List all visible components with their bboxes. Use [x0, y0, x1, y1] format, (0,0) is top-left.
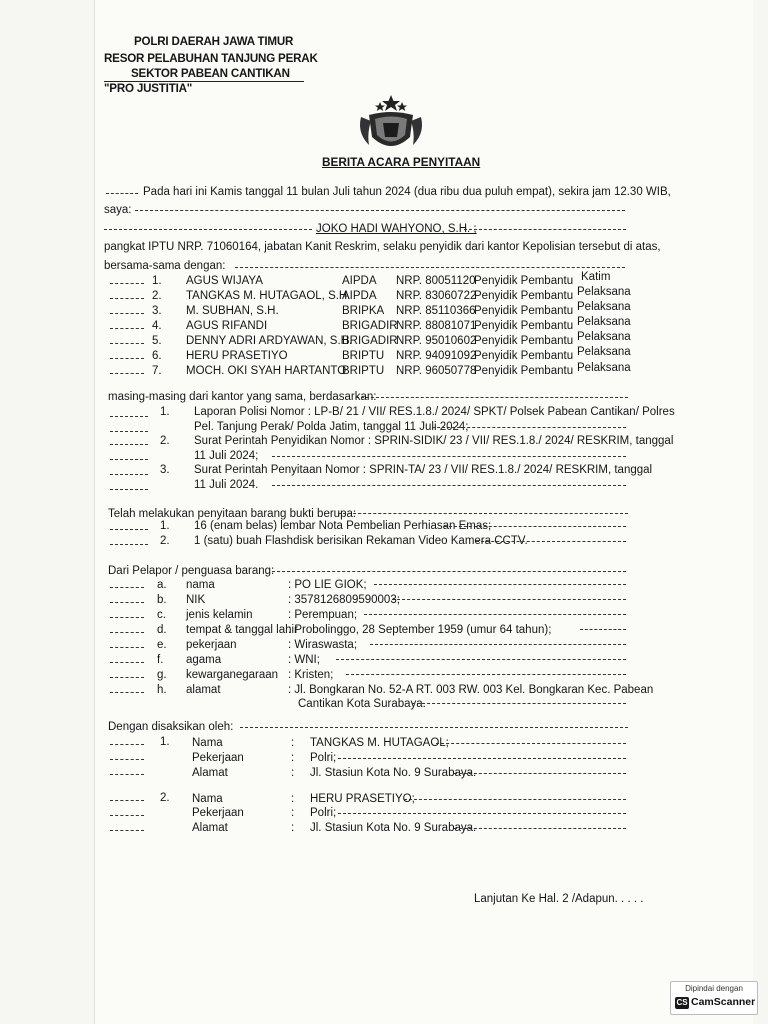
- field-value: : WNI;: [288, 654, 320, 666]
- line-filler: [110, 830, 144, 831]
- field-key: f.: [157, 654, 164, 666]
- evidence-text: 16 (enam belas) lembar Nota Pembelian Perhiasan Emas;: [194, 520, 492, 532]
- witness-name: TANGKAS M. HUTAGAOL;: [310, 737, 449, 749]
- header-resort: RESOR PELABUHAN TANJUNG PERAK: [104, 52, 318, 65]
- colon: :: [291, 822, 295, 834]
- basis-text-cont: 11 Juli 2024.: [194, 479, 259, 491]
- team-nrp: NRP. 96050778: [396, 365, 477, 377]
- team-nrp: NRP. 80051120: [396, 275, 476, 287]
- team-rank: AIPDA: [342, 275, 377, 287]
- police-emblem-icon: [355, 93, 427, 155]
- line-filler: [392, 599, 626, 600]
- camscanner-watermark: [670, 981, 758, 1015]
- line-filler: [272, 485, 626, 486]
- evidence-text: 1 (satu) buah Flashdisk berisikan Rekaman Video Kamera CCTV.: [194, 535, 528, 547]
- header-agency: POLRI DAERAH JAWA TIMUR: [134, 35, 294, 48]
- header-sector: SEKTOR PABEAN CANTIKAN: [131, 67, 290, 80]
- team-role: Penyidik Pembantu: [474, 320, 574, 332]
- line-filler: [412, 703, 626, 704]
- basis-text-cont: 11 Juli 2024;: [194, 450, 259, 462]
- evidence-intro: Telah melakukan penyitaan barang bukti berupa:: [108, 508, 357, 520]
- line-filler: [346, 674, 626, 675]
- line-filler: [106, 193, 138, 194]
- line-filler: [374, 584, 626, 585]
- label-alamat: Alamat: [192, 767, 228, 779]
- label-pekerjaan: Pekerjaan: [192, 807, 244, 819]
- basis-no: 3.: [160, 464, 170, 476]
- team-role: Penyidik Pembantu: [474, 350, 574, 362]
- team-rank: BRIPKA: [342, 305, 385, 317]
- field-label: agama: [186, 654, 222, 666]
- field-label: NIK: [186, 594, 206, 606]
- team-nrp: NRP. 85110366: [396, 305, 476, 317]
- line-filler: [110, 662, 144, 663]
- line-filler: [404, 799, 626, 800]
- officer-name: JOKO HADI WAHYONO, S.H. ;: [316, 223, 477, 235]
- colon: :: [291, 752, 295, 764]
- watermark-caption: Dipindai dengan: [685, 984, 743, 993]
- line-filler: [110, 474, 148, 475]
- line-filler: [338, 813, 626, 814]
- team-rank: BRIPTU: [342, 350, 385, 362]
- officer-rank-line: pangkat IPTU NRP. 71060164, jabatan Kanit Reskrim, selaku penyidik dari kantor Kepolisian tersebut di atas,: [104, 241, 661, 253]
- field-label: nama: [186, 579, 215, 591]
- label-pekerjaan: Pekerjaan: [192, 752, 244, 764]
- team-role: Penyidik Pembantu: [474, 365, 574, 377]
- team-role: Penyidik Pembantu: [474, 290, 574, 302]
- team-no: 7.: [152, 365, 162, 377]
- team-role: Penyidik Pembantu: [474, 335, 574, 347]
- label-nama: Nama: [192, 793, 223, 805]
- line-filler: [336, 659, 626, 660]
- line-filler: [110, 774, 144, 775]
- team-rank: BRIGADIR: [342, 320, 398, 332]
- line-filler: [436, 743, 626, 744]
- team-nrp: NRP. 95010602: [396, 335, 477, 347]
- line-filler: [110, 489, 148, 490]
- field-label: jenis kelamin: [186, 609, 253, 621]
- owner-intro: Dari Pelapor / penguasa barang:: [108, 565, 275, 577]
- witness-job: Polri;: [310, 807, 337, 819]
- field-key: h.: [157, 684, 167, 696]
- team-name: MOCH. OKI SYAH HARTANTO: [186, 365, 347, 377]
- line-filler: [110, 602, 144, 603]
- line-filler: [444, 526, 626, 527]
- line-filler: [110, 632, 144, 633]
- team-task: Pelaksana: [577, 316, 631, 328]
- line-filler: [135, 210, 625, 211]
- field-label: alamat: [186, 684, 221, 696]
- line-filler: [454, 828, 626, 829]
- field-label: kewarganegaraan: [186, 669, 279, 681]
- basis-no: 2.: [160, 435, 170, 447]
- team-no: 5.: [152, 335, 162, 347]
- line-filler: [110, 298, 144, 299]
- team-name: AGUS RIFANDI: [186, 320, 268, 332]
- field-key: g.: [157, 669, 167, 681]
- witness-address: Jl. Stasiun Kota No. 9 Surabaya.: [310, 767, 477, 779]
- basis-text-cont: Pel. Tanjung Perak/ Polda Jatim, tanggal 11 Juli 2024;: [194, 421, 469, 433]
- witness-intro: Dengan disaksikan oleh:: [108, 721, 234, 733]
- line-filler: [272, 571, 626, 572]
- evidence-no: 2.: [160, 535, 170, 547]
- line-filler: [110, 313, 144, 314]
- line-filler: [110, 587, 144, 588]
- line-filler: [240, 727, 628, 728]
- field-key: e.: [157, 639, 167, 651]
- field-key: a.: [157, 579, 167, 591]
- camscanner-logo-icon: CS: [676, 998, 688, 1007]
- evidence-no: 1.: [160, 520, 170, 532]
- line-filler: [110, 529, 148, 530]
- line-filler: [580, 629, 626, 630]
- line-filler: [110, 617, 144, 618]
- colon: :: [291, 793, 295, 805]
- field-value-cont: Cantikan Kota Surabaya.: [298, 698, 426, 710]
- field-value: : Kristen;: [288, 669, 334, 681]
- basis-intro: masing-masing dari kantor yang sama, berdasarkan:: [108, 391, 377, 403]
- line-filler: [110, 800, 144, 801]
- colon: :: [291, 807, 295, 819]
- team-task: Pelaksana: [577, 362, 631, 374]
- label-alamat: Alamat: [192, 822, 228, 834]
- line-filler: [110, 459, 148, 460]
- line-filler: [364, 614, 626, 615]
- team-name: HERU PRASETIYO: [186, 350, 288, 362]
- line-filler: [110, 343, 144, 344]
- witness-no: 1.: [160, 736, 170, 748]
- team-name: M. SUBHAN, S.H.: [186, 305, 279, 317]
- line-filler: [110, 373, 144, 374]
- line-filler: [110, 431, 148, 432]
- field-key: b.: [157, 594, 167, 606]
- line-filler: [110, 815, 144, 816]
- field-value: : 3578126809590003;: [288, 594, 400, 606]
- line-filler: [110, 647, 144, 648]
- opening-text: Pada hari ini Kamis tanggal 11 bulan Juli tahun 2024 (dua ribu dua puluh empat), sekira jam 12.30 WIB,: [143, 186, 671, 198]
- document-title: BERITA ACARA PENYITAAN: [322, 155, 481, 169]
- team-nrp: NRP. 88081071: [396, 320, 477, 332]
- continuation-note: Lanjutan Ke Hal. 2 /Adapun. . . . .: [474, 893, 644, 905]
- line-filler: [272, 456, 626, 457]
- saya-label: saya:: [104, 204, 132, 216]
- team-name: TANGKAS M. HUTAGAOL, S.H.: [186, 290, 351, 302]
- team-task: Katim: [581, 271, 611, 283]
- line-filler: [370, 644, 626, 645]
- field-label: tempat & tanggal lahir: [186, 624, 298, 636]
- field-value: : PO LIE GIOK;: [288, 579, 367, 591]
- team-task: Pelaksana: [577, 301, 631, 313]
- team-task: Pelaksana: [577, 286, 631, 298]
- line-filler: [110, 544, 148, 545]
- field-value: : Wiraswasta;: [288, 639, 358, 651]
- line-filler: [110, 283, 144, 284]
- line-filler: [476, 541, 626, 542]
- team-name: DENNY ADRI ARDYAWAN, S.H.: [186, 335, 353, 347]
- team-nrp: NRP. 83060722: [396, 290, 477, 302]
- line-filler: [235, 267, 625, 268]
- line-filler: [110, 744, 144, 745]
- colon: :: [291, 767, 295, 779]
- team-rank: BRIGADIR: [342, 335, 398, 347]
- basis-text: Surat Perintah Penyidikan Nomor : SPRIN-SIDIK/ 23 / VII/ RES.1.8./ 2024/ RESKRIM, tanggal: [194, 435, 674, 447]
- team-rank: AIPDA: [342, 290, 377, 302]
- team-name: AGUS WIJAYA: [186, 275, 263, 287]
- team-rank: BRIPTU: [342, 365, 385, 377]
- field-value: : Probolinggo, 28 September 1959 (umur 64 tahun);: [288, 624, 552, 636]
- field-key: d.: [157, 624, 167, 636]
- witness-address: Jl. Stasiun Kota No. 9 Surabaya.: [310, 822, 477, 834]
- team-no: 2.: [152, 290, 162, 302]
- field-value: : Jl. Bongkaran No. 52-A RT. 003 RW. 003 Kel. Bongkaran Kec. Pabean: [288, 684, 654, 696]
- watermark-brand: CamScanner: [691, 996, 756, 1008]
- line-filler: [110, 416, 148, 417]
- team-no: 4.: [152, 320, 162, 332]
- field-label: pekerjaan: [186, 639, 237, 651]
- line-filler: [110, 759, 144, 760]
- team-role: Penyidik Pembantu: [474, 275, 574, 287]
- team-no: 1.: [152, 275, 162, 287]
- basis-no: 1.: [160, 406, 170, 418]
- team-nrp: NRP. 94091092: [396, 350, 477, 362]
- basis-text: Surat Perintah Penyitaan Nomor : SPRIN-TA/ 23 / VII/ RES.1.8./ 2024/ RESKRIM, tanggal: [194, 464, 653, 476]
- witness-name: HERU PRASETIYO;: [310, 793, 415, 805]
- line-filler: [464, 229, 626, 230]
- line-filler: [338, 758, 626, 759]
- line-filler: [110, 444, 148, 445]
- line-filler: [454, 773, 626, 774]
- team-no: 6.: [152, 350, 162, 362]
- colon: :: [291, 737, 295, 749]
- line-filler: [110, 692, 144, 693]
- label-nama: Nama: [192, 737, 223, 749]
- line-filler: [104, 229, 312, 230]
- team-no: 3.: [152, 305, 162, 317]
- field-key: c.: [157, 609, 166, 621]
- witness-no: 2.: [160, 792, 170, 804]
- line-filler: [338, 513, 628, 514]
- basis-text: Laporan Polisi Nomor : LP-B/ 21 / VII/ RES.1.8./ 2024/ SPKT/ Polsek Pabean Cantikan/ Polres: [194, 406, 675, 418]
- line-filler: [110, 328, 144, 329]
- field-value: : Perempuan;: [288, 609, 358, 621]
- team-role: Penyidik Pembantu: [474, 305, 574, 317]
- line-filler: [110, 358, 144, 359]
- line-filler: [432, 427, 626, 428]
- team-task: Pelaksana: [577, 346, 631, 358]
- line-filler: [110, 677, 144, 678]
- line-filler: [356, 397, 628, 398]
- header-pro-justitia: "PRO JUSTITIA": [104, 82, 193, 95]
- witness-job: Polri;: [310, 752, 337, 764]
- team-task: Pelaksana: [577, 331, 631, 343]
- together-label: bersama-sama dengan:: [104, 260, 226, 272]
